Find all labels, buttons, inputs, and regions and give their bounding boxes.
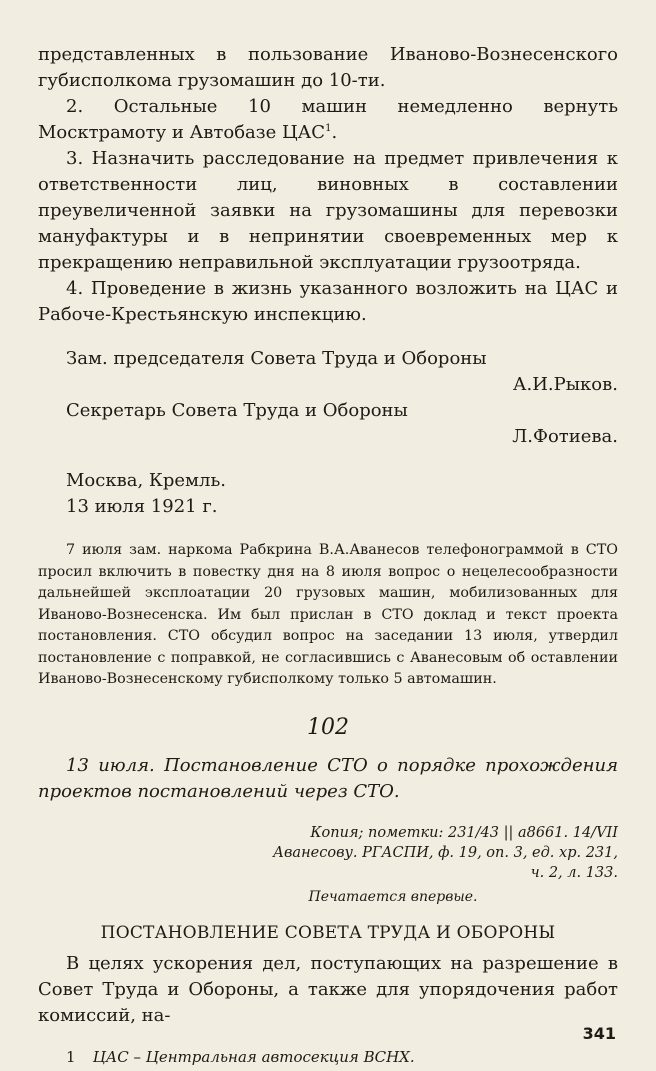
archive-line-3: ч. 2, л. 133. (530, 864, 618, 881)
footnote-ref: 1 (325, 123, 332, 134)
page-content (38, 42, 618, 1067)
secretary-title: Секретарь Совета Труда и Обороны (66, 400, 408, 421)
page-number: 341 (582, 1024, 616, 1043)
footnote-text: ЦАС – Центральная автосекция ВСНХ. (92, 1047, 415, 1066)
editorial-note: 7 июля зам. наркома Рабкрина В.А.Аванесов телефонограммой в СТО просил включить в повестку дня на 8 июля вопрос о нецелесообразности дальнейшей эксплоатации 20 грузовых машин, мобилизованных для Иваново-Вознесенска. Им был прислан в СТО доклад и текст проекта постановления. СТО обсудил вопрос на заседании 13 июля, утвердил постановление с поправкой, не согласившись с Аванесовым об оставлении Иваново-Вознесенскому губисполкому только 5 автомашин. (38, 542, 618, 687)
publication-note: Печатается впервые. (308, 888, 478, 905)
place-date (38, 468, 618, 520)
paragraph-item-4: 4. Проведение в жизнь указанного возложить на ЦАС и Рабоче-Крестьянскую инспекцию. (38, 278, 618, 325)
archive-line-1: Копия; пометки: 231/43 || а8661. 14/VII (310, 824, 618, 841)
archive-reference (38, 823, 618, 883)
place: Москва, Кремль. (66, 470, 226, 491)
resolution-body: В целях ускорения дел, поступающих на разрешение в Совет Труда и Обороны, а также для упорядочения работ комиссий, на- (38, 952, 618, 1026)
paragraph-item-2-end: . (331, 122, 338, 143)
document-title: 13 июля. Постановление СТО о порядке прохождения проектов постановлений через СТО. (38, 754, 618, 802)
paragraph-item-2 (38, 94, 618, 146)
footnote (38, 1047, 618, 1067)
deputy-name: А.И.Рыков. (512, 374, 618, 395)
date: 13 июля 1921 г. (66, 496, 218, 517)
paragraph-continuation: представленных в пользование Иваново-Вознесенского губисполкома грузомашин до 10-ти. (38, 44, 618, 91)
secretary-name: Л.Фотиева. (512, 426, 618, 447)
resolution-heading: ПОСТАНОВЛЕНИЕ СОВЕТА ТРУДА И ОБОРОНЫ (100, 922, 556, 943)
paragraph-item-2-text: 2. Остальные 10 машин немедленно вернуть Москтрамоту и Автобазе ЦАС (38, 96, 618, 143)
deputy-title: Зам. председателя Совета Труда и Обороны (66, 348, 487, 369)
archive-line-2: Аванесову. РГАСПИ, ф. 19, оп. 3, ед. хр. 231, (273, 844, 618, 861)
signature-block (38, 346, 618, 450)
footnote-number: 1 (66, 1047, 76, 1066)
document-number: 102 (307, 714, 349, 740)
paragraph-item-3: 3. Назначить расследование на предмет привлечения к ответственности лиц, виновных в составлении преувеличенной заявки на грузомашины для перевозки мануфактуры и в непринятии своевременных мер к прекращению неправильной эксплуатации грузоотряда. (38, 148, 618, 273)
